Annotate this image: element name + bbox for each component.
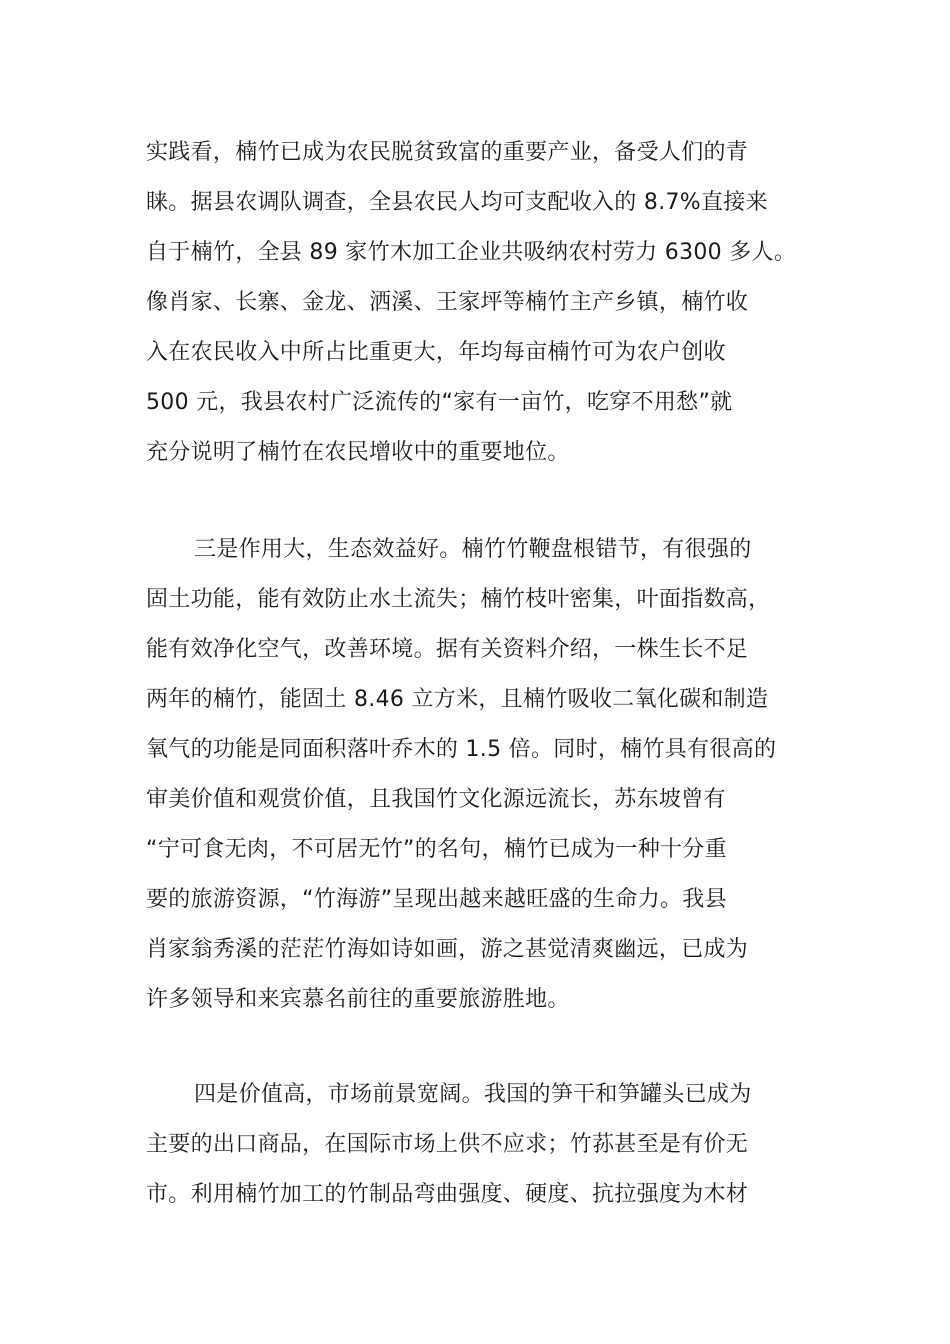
text-line: 像肖家、长寨、金龙、洒溪、王家坪等楠竹主产乡镇，楠竹收 — [146, 290, 749, 315]
text-line: 四是价值高，市场前景宽阔。我国的笋干和笋罐头已成为 — [194, 1082, 752, 1107]
text-line: 能有效净化空气，改善环境。据有关资料介绍，一株生长不足 — [146, 637, 749, 662]
text-line: 三是作用大，生态效益好。楠竹竹鞭盘根错节，有很强的 — [194, 537, 752, 562]
text-line: 审美价值和观赏价值，且我国竹文化源远流长，苏东坡曾有 — [146, 787, 726, 812]
paragraph-bamboo-income — [146, 128, 826, 478]
text-line: 肖家翁秀溪的茫茫竹海如诗如画，游之甚觉清爽幽远，已成为 — [146, 937, 749, 962]
text-line: 充分说明了楠竹在农民增收中的重要地位。 — [146, 440, 570, 465]
paragraph-ecological-benefit — [146, 525, 826, 1025]
text-line: 许多领导和来宾慕名前往的重要旅游胜地。 — [146, 987, 570, 1012]
text-line: 主要的出口商品，在国际市场上供不应求；竹荪甚至是有价无 — [146, 1132, 749, 1157]
text-line: 500 元，我县农村广泛流传的“家有一亩竹，吃穿不用愁”就 — [146, 390, 733, 415]
text-line: 入在农民收入中所占比重更大，年均每亩楠竹可为农户创收 — [146, 340, 726, 365]
text-line: 实践看，楠竹已成为农民脱贫致富的重要产业，备受人们的青 — [146, 140, 749, 165]
text-line: 睐。据县农调队调查，全县农民人均可支配收入的 8.7%直接来 — [146, 190, 768, 215]
text-line: 两年的楠竹，能固土 8.46 立方米，且楠竹吸收二氧化碳和制造 — [146, 687, 769, 712]
paragraph-market-value — [146, 1070, 826, 1220]
text-line: 市。利用楠竹加工的竹制品弯曲强度、硬度、抗拉强度为木材 — [146, 1182, 749, 1207]
text-line: “宁可食无肉，不可居无竹”的名句，楠竹已成为一种十分重 — [146, 837, 727, 862]
text-line: 固土功能，能有效防止水土流失；楠竹枝叶密集，叶面指数高， — [146, 587, 771, 612]
text-line: 自于楠竹，全县 89 家竹木加工企业共吸纳农村劳力 6300 多人。 — [146, 240, 797, 265]
text-line: 要的旅游资源，“竹海游”呈现出越来越旺盛的生命力。我县 — [146, 887, 727, 912]
text-line: 氧气的功能是同面积落叶乔木的 1.5 倍。同时，楠竹具有很高的 — [146, 737, 777, 762]
